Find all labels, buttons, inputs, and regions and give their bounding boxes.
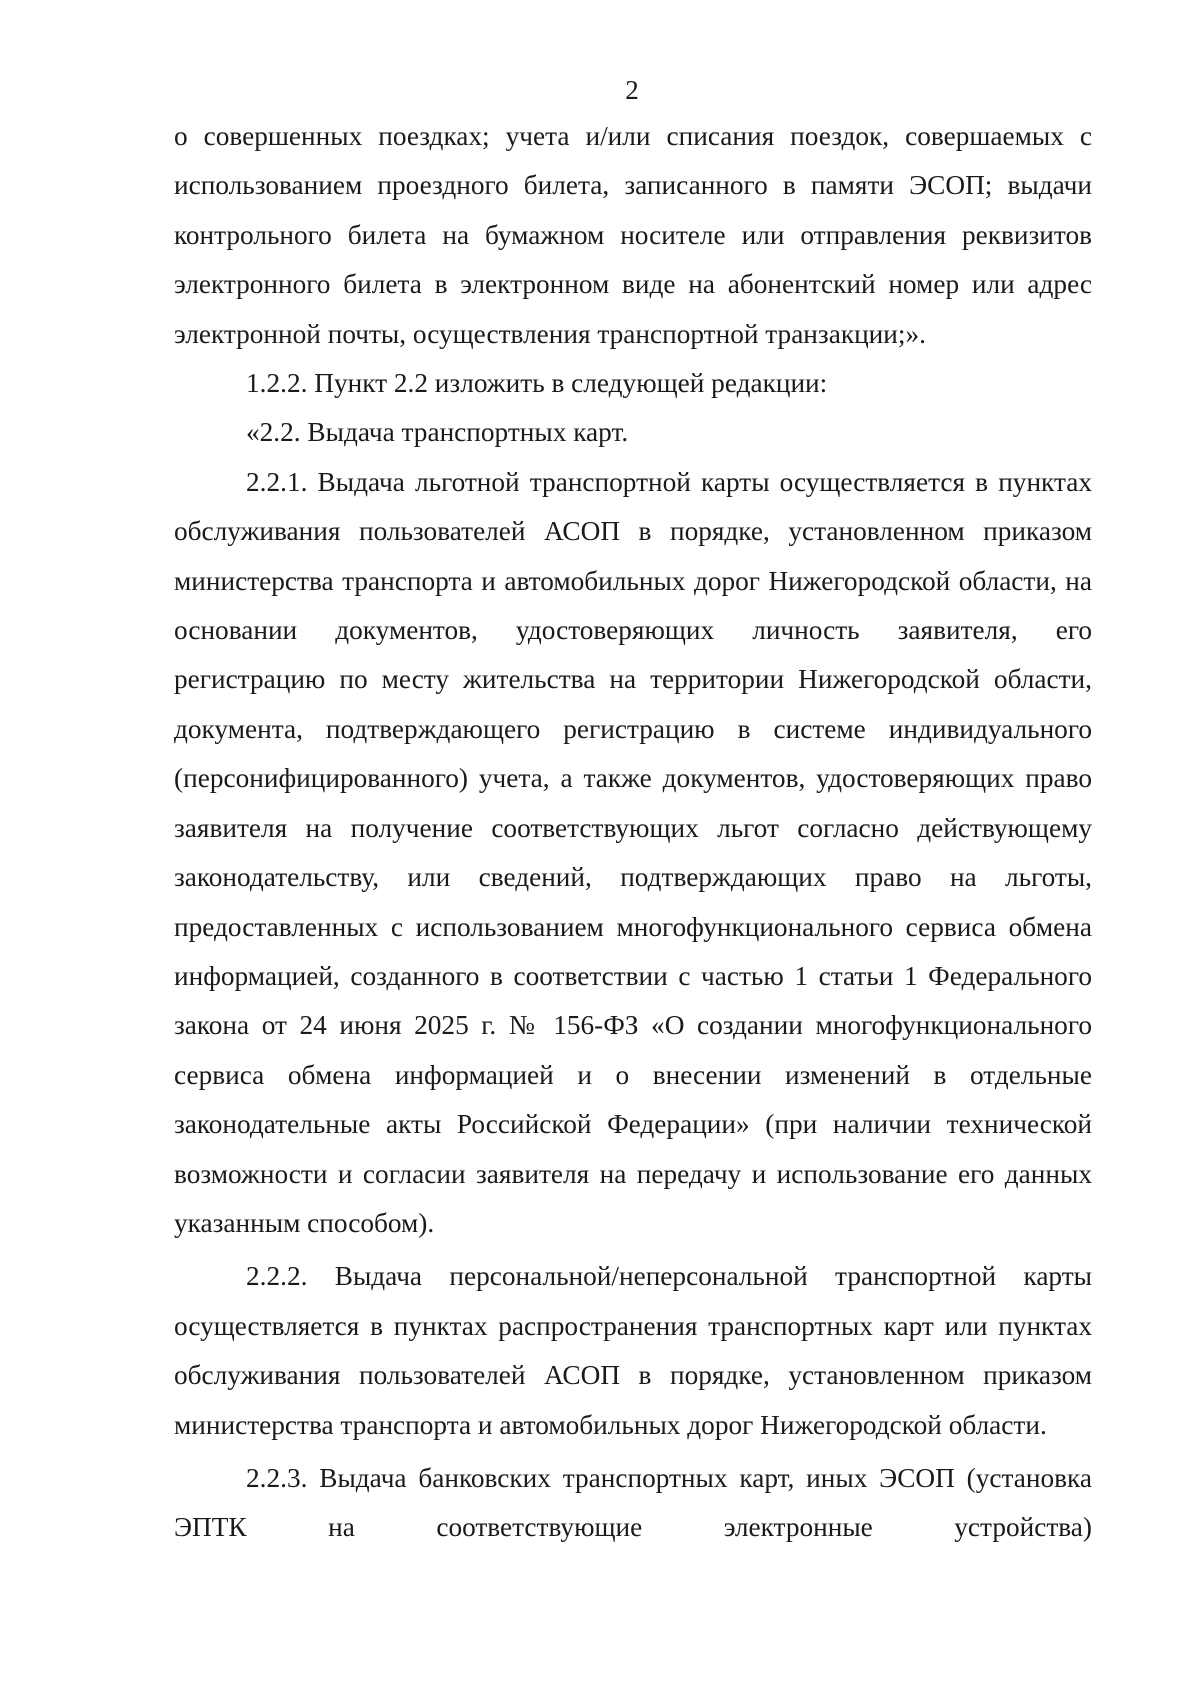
paragraph-2-2-2: 2.2.2. Выдача персональной/неперсональной транспортной карты осуществляется в пунктах распространения транспортных карт или пунктах обслуживания пользователей АСОП в порядке, установленном приказом министерства транспорта и автомобильных дорог Нижегородской области. xyxy=(174,1261,1092,1440)
document-body xyxy=(174,112,1092,1553)
paragraph-2-2-1: 2.2.1. Выдача льготной транспортной карты осуществляется в пунктах обслуживания пользователей АСОП в порядке, установленном приказом министерства транспорта и автомобильных дорог Нижегородской области, на основании документов, удостоверяющих личность заявителя, его регистрацию по месту жительства на территории Нижегородской области, документа, подтверждающего регистрацию в системе индивидуального (персонифицированного) учета, а также документов, удостоверяющих право заявителя на получение соответствующих льгот согласно действующему законодательству, или сведений, подтверждающих право на льготы, предоставленных с использованием многофункционального сервиса обмена информацией, созданного в соответствии с частью 1 статьи 1 Федерального закона от 24 июня 2025 г. № 156-ФЗ «О создании многофункционального сервиса обмена информацией и о внесении изменений в отдельные законодательные акты Российской Федерации» (при наличии технической возможности и согласии заявителя на передачу и использование его данных указанным способом). xyxy=(174,466,1092,1238)
page-number: 2 xyxy=(625,75,639,105)
paragraph-continuation: о совершенных поездках; учета и/или списания поездок, совершаемых с использованием проездного билета, записанного в памяти ЭСОП; выдачи контрольного билета на бумажном носителе или отправления реквизитов электронного билета в электронном виде на абонентский номер или адрес электронной почты, осуществления транспортной транзакции;». xyxy=(174,121,1092,349)
paragraph-1-2-2: 1.2.2. Пункт 2.2 изложить в следующей редакции: xyxy=(246,368,828,399)
paragraph-2-2-heading: «2.2. Выдача транспортных карт. xyxy=(246,417,629,448)
paragraph-2-2-3: 2.2.3. Выдача банковских транспортных карт, иных ЭСОП (установка ЭПТК на соответствующие электронные устройства) xyxy=(174,1462,1092,1543)
